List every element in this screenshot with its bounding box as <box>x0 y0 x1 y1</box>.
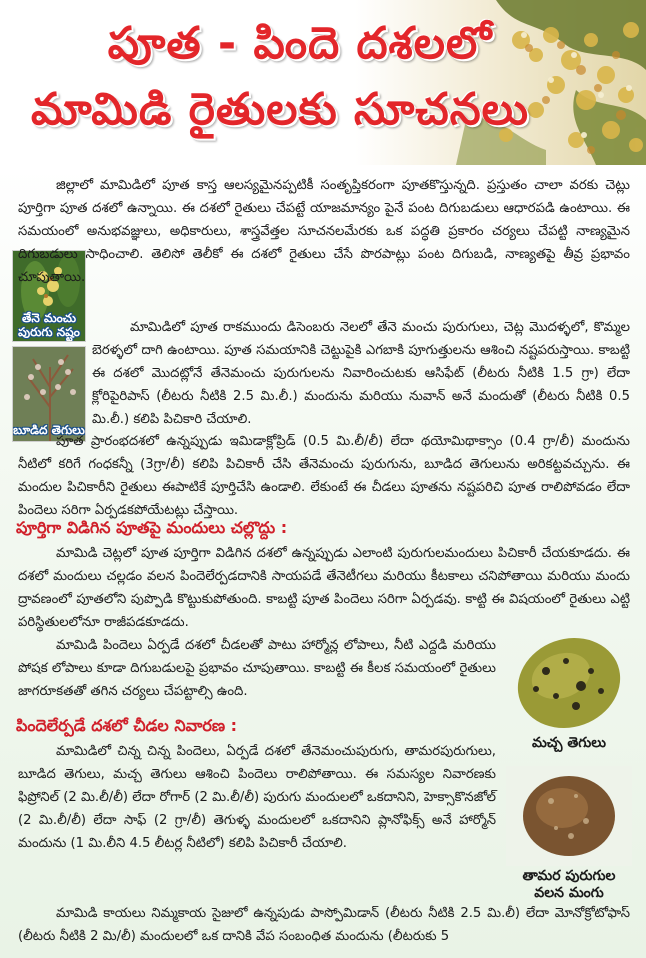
article-body <box>0 168 646 958</box>
intro-paragraph-3: పూత ప్రారంభదశలో ఉన్నప్పుడు ఇమిడాక్లోప్రిడ్ (0.5 మి.లీ/లీ) లేదా థయోమిథాక్సాం (0.4 గ్రా/లీ) మందును నీటిలో కరిగే గంధకన్నీ (3గ్రా/లీ) కలిపి పిచికారీ చేసి తేనెమంచు పురుగును, బూడిద తెగులును అరికట్టవచ్చును. ఈ మందుల పిచికారీని రైతులు ఈపాటికే పూర్తిచేసి ఉండాలి. లేకుంటే ఈ చీడలు పూతను నష్టపరిచి పూత రాలిపోవడం లేదా పిందెలు సరిగా ఏర్పడకపోయేటట్లు చేస్తాయి. <box>18 434 630 518</box>
spotted-mango-image <box>506 631 632 731</box>
thrips-mango-image <box>506 766 632 866</box>
section-2-text-2 <box>18 902 630 948</box>
thrips-mango-figure <box>506 766 632 902</box>
intro-paragraph-2: మామిడిలో పూత రాకముందు డిసెంబరు నెలలో తేనె మంచు పురుగులు, చెట్ల మొదళ్ళలో, కొమ్మల బెరళ్ళలో దాగి ఉంటాయి. పూత సమయానికి చెట్టుపైకి ఎగబాకి పూగుత్తులను ఆశించి నష్టపరుస్తాయి. కాబట్టి ఈ దశలో మొదట్లోనే తేనెమంచు పురుగులను నివారించుటకు ఆసిఫేట్ (లీటరు నీటికి 1.5 గ్రా) లేదా క్లోరిపైరిపాస్ (లీటరు నీటికి 2.5 మి.లీ.) మందును మరియు నువాన్ అనే మందుతో (లీటరు నీటికి 0.5 మి.లీ.) కలిపి పిచికారి చేయాలి. <box>92 320 630 427</box>
section-1-paragraph-2: మామిడి పిందెలు ఏర్పడే దశలో చీడలతో పాటు హార్మోన్ల లోపాలు, నీటి ఎద్దడి మరియు పోషక లోపాలు కూడా దిగుబడులపై ప్రభావం చూపుతాయి. కాబట్టి ఈ కీలక సమయంలో రైతులు జాగరూకతతో తగిన చర్యలు చేపట్టాల్సి ఉంది. <box>18 638 496 699</box>
page-title-line-2: మామిడి రైతులకు సూచనలు <box>30 84 530 135</box>
section-2-text <box>18 740 496 855</box>
section-1-text <box>18 542 630 634</box>
intro-text-right <box>92 316 630 431</box>
section-2-paragraph-1: మామిడిలో చిన్న చిన్న పిందెలు, ఏర్పడే దశలో తేనెమంచుపురుగు, తామరపురుగులు, బూడిద తెగులు, మచ్చ తెగులు ఆశించి పిందెలు రాలిపోతాయి. ఈ సమస్యల నివారణకు ఫిప్రోనిల్ (2 మి.లీ/లీ) లేదా రోగార్ (2 మి.లీ/లీ) పురుగు మందులలో ఒకదానిని, హెక్సాకొనజోల్ (2 మి.లీ/లీ) లేదా సాఫ్ (2 గ్రా/లీ) తెగుళ్ళ మందులలో ఒకదానిని ప్లానోఫిక్స్ అనే హార్మోన్ మందును (1 మి.లీని 4.5 లీటర్ల నీటిలో) కలిపి పిచికారీ చేయాలి. <box>18 744 496 851</box>
section-1-heading: పూర్తిగా విడిగిన పూతపై మందులు చల్లొద్దు : <box>16 518 288 537</box>
powdery-mildew-photo <box>12 346 86 442</box>
spotted-mango-caption: మచ్చ తెగులు <box>531 735 607 751</box>
spotted-mango-figure <box>506 631 632 751</box>
section-2-heading: పిందెలేర్పడే దశలో చీడల నివారణ : <box>16 716 238 735</box>
intro-text <box>18 174 630 289</box>
header-banner <box>0 0 646 165</box>
page-title-line-1: పూత - పిందె దశలలో <box>107 18 493 69</box>
section-1-paragraph-1: మామిడి చెట్లలో పూత పూర్తిగా విడిగిన దశలో ఉన్నప్పుడు ఎలాంటి పురుగులమందులు పిచికారీ చేయకూడదు. ఈ దశలో మందులు చల్లడం వలన పిందెలేర్పడదానికి సాయపడే తేనెటీగలు మరియు కీటకాలు చనిపోతాయి మరియు మందు ద్రావణంలో పూతలోని పుప్పొడి కొట్టుకుపోతుంది. కాబట్టి పూత పిందెలు సరిగా ఏర్పడవు. కాట్టి ఈ విషయంలో రైతులు ఎట్టి పరిస్థితులలోనూ రాజీపడకూడదు. <box>18 546 630 630</box>
section-1-text-2 <box>18 634 496 703</box>
intro-text-full <box>18 430 630 522</box>
section-2-paragraph-2: మామిడి కాయలు నిమ్మకాయ సైజులో ఉన్నపుడు పాస్పోమిడాన్ (లీటరు నీటికి 2.5 మి.లీ) లేదా మోనోక్రోటోఫాస్ (లీటరు నీటికి 2 మి/లీ) మందులలో ఒక దానికి వేప సంబంధిత మందును (లీటరుకు 5 <box>18 906 630 944</box>
powdery-mildew-caption: బూడిద తెగులు <box>13 423 85 437</box>
intro-paragraph-1-text: జిల్లాలో మామిడిలో పూత కాస్త ఆలస్యమైనప్పటికీ సంతృప్తికరంగా పూతకొస్తున్నది. ప్రస్తుతం చాలా వరకు చెట్లు పూర్తిగా పూత దశలో ఉన్నాయి. ఈ దశలో రైతులు చేపట్టే యాజమాన్యం పైనే పంట దిగుబడులు ఆధారపడి ఉంటాయి. ఈ సమయంలో అనుభవజ్ఞులు, అధికారులు, శాస్త్రవేత్తల సూచనలమేరకు ఒక పద్ధతి ప్రకారం చర్యలు చేపట్టి నాణ్యమైన దిగుబడులు సాధించాలి. తెలిసో తెలీకో ఈ దశలో రైతులు చేసే పొరపాట్లు పంట దిగుబడి, నాణ్యతపై తీవ్ర ప్రభావం చూపుతాయి. <box>18 178 630 285</box>
honeydew-pest-caption: తేనె మంచు పురుగు నష్టం <box>18 311 80 339</box>
intro-paragraph-1 <box>18 174 630 289</box>
thrips-mango-caption: తామర పురుగుల వలన మంగు <box>522 868 616 901</box>
